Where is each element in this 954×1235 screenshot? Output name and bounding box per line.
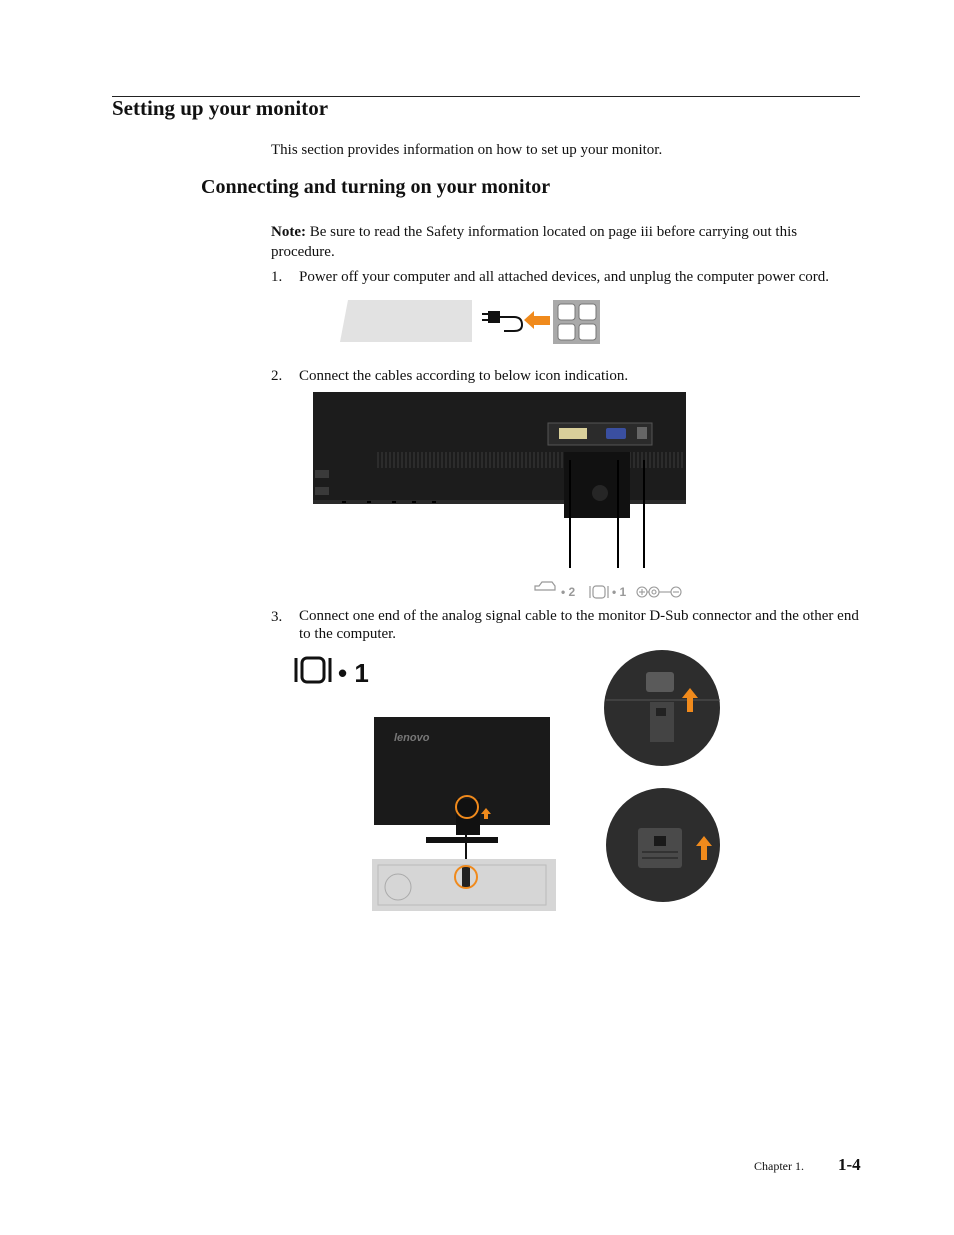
power-port bbox=[637, 427, 647, 439]
monitor-ports-figure bbox=[312, 390, 688, 602]
monitor-back-panel bbox=[313, 392, 686, 502]
section-title: Setting up your monitor bbox=[112, 96, 329, 120]
stand-hole bbox=[592, 485, 608, 501]
subsection-title: Connecting and turning on your monitor bbox=[201, 176, 551, 198]
step-3-number: 3. bbox=[271, 609, 283, 625]
note-text: Be sure to read the Safety information located on page iii before carrying out this procedure. bbox=[271, 224, 798, 260]
vga-icon-label: • 1 bbox=[338, 658, 369, 688]
note-paragraph bbox=[271, 222, 851, 262]
vga-port-number: • 1 bbox=[612, 585, 627, 599]
wall-outlet-icon bbox=[553, 300, 600, 344]
dvi-connector-icon bbox=[535, 582, 555, 590]
step-3-text: Connect one end of the analog signal cable to the monitor D-Sub connector and the other end to the computer. bbox=[299, 608, 859, 642]
vga-zoom-top-figure bbox=[602, 648, 724, 770]
vga-large-icon-figure bbox=[292, 654, 372, 688]
side-button bbox=[315, 487, 329, 495]
vga-zoom-bottom-figure bbox=[604, 786, 724, 906]
footer-chapter: Chapter 1. bbox=[754, 1159, 804, 1173]
dvi-port bbox=[559, 428, 587, 439]
footer-page-number: 1-4 bbox=[838, 1155, 861, 1174]
vga-connector-icon bbox=[590, 586, 608, 598]
side-button bbox=[315, 470, 329, 478]
vga-port bbox=[606, 428, 626, 439]
monitor-to-pc-figure bbox=[370, 715, 558, 913]
vga-port-zoom bbox=[646, 672, 674, 692]
power-polarity-icon bbox=[637, 587, 681, 597]
step-2-text: Connect the cables according to below icon indication. bbox=[299, 368, 629, 384]
dvi-port-number: • 2 bbox=[561, 585, 576, 599]
power-plug-icon bbox=[482, 311, 522, 331]
step-1-text: Power off your computer and all attached devices, and unplug the computer power cord. bbox=[299, 269, 829, 285]
computer-case-shape bbox=[340, 300, 472, 342]
brand-logo: lenovo bbox=[394, 732, 430, 744]
step-2-number: 2. bbox=[271, 368, 283, 384]
unplug-power-figure bbox=[338, 298, 602, 346]
vga-plug-closeup bbox=[638, 828, 682, 868]
stand-neck bbox=[564, 452, 630, 518]
note-label: Note: bbox=[271, 224, 306, 240]
unplug-arrow-icon bbox=[524, 311, 550, 329]
intro-paragraph: This section provides information on how to set up your monitor. bbox=[271, 142, 663, 158]
step-1-number: 1. bbox=[271, 269, 283, 285]
